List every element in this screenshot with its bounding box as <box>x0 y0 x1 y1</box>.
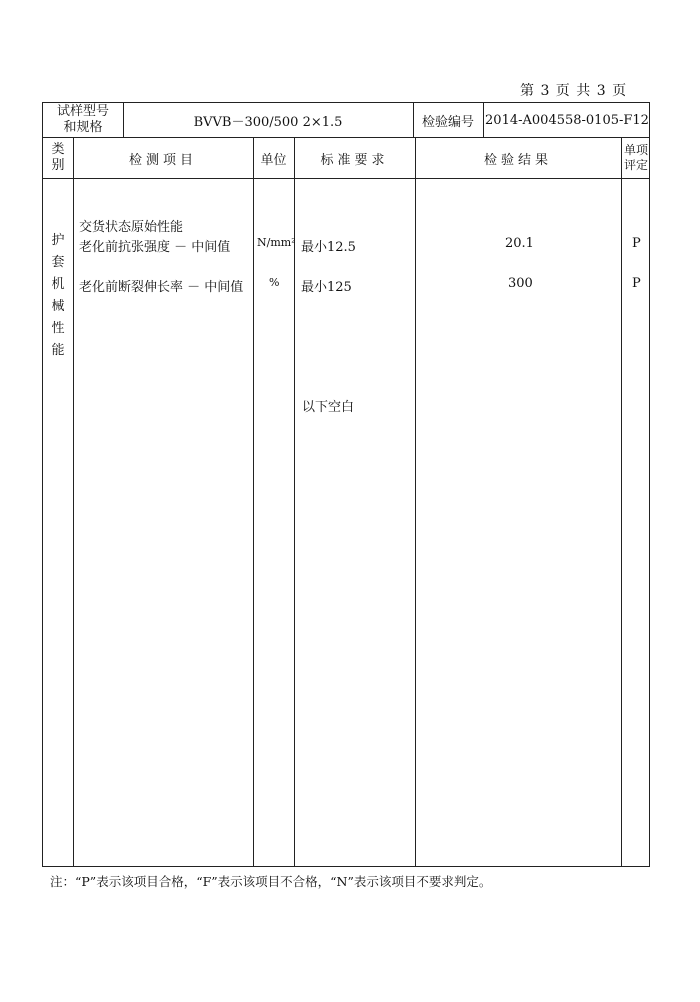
column-result: 检验结果 <box>483 152 552 168</box>
row-1-standard: 最小12.5 <box>301 240 356 255</box>
row-2-judgement: P <box>632 276 641 291</box>
row-1-judgement: P <box>632 236 641 251</box>
category-sheath-mechanical: 护 套 机 械 性 能 <box>51 233 65 358</box>
blank-below-note: 以下空白 <box>302 400 355 415</box>
row-1-item: 老化前抗张强度 － 中间值 <box>79 240 231 255</box>
group-subtitle: 交货状态原始性能 <box>79 220 184 235</box>
row-2-standard: 最小125 <box>301 280 352 295</box>
page-number: 第 3 页 共 3 页 <box>520 83 628 99</box>
row-2-unit: % <box>269 276 280 289</box>
column-unit: 单位 <box>260 152 287 168</box>
sample-header-table <box>42 102 650 138</box>
row-2-item: 老化前断裂伸长率 － 中间值 <box>79 280 244 295</box>
column-standard: 标准要求 <box>320 152 389 168</box>
row-1-result: 20.1 <box>505 236 534 251</box>
column-item: 检测项目 <box>128 152 197 168</box>
sample-model-label: 试样型号 和规格 <box>56 104 109 135</box>
footer-note: 注：“P”表示该项目合格，“F”表示该项目不合格，“N”表示该项目不要求判定。 <box>50 874 492 889</box>
row-2-result: 300 <box>508 276 533 291</box>
test-number-label: 检验编号 <box>421 114 474 130</box>
column-category: 类 别 <box>51 142 65 173</box>
row-1-unit: N/mm² <box>257 236 296 249</box>
test-number-value: 2014-A004558-0105-F12 <box>485 112 649 128</box>
column-judgement: 单项 评定 <box>623 143 648 172</box>
sample-model-value: BVVB－300/500 2×1.5 <box>193 114 343 130</box>
results-table <box>42 137 650 867</box>
